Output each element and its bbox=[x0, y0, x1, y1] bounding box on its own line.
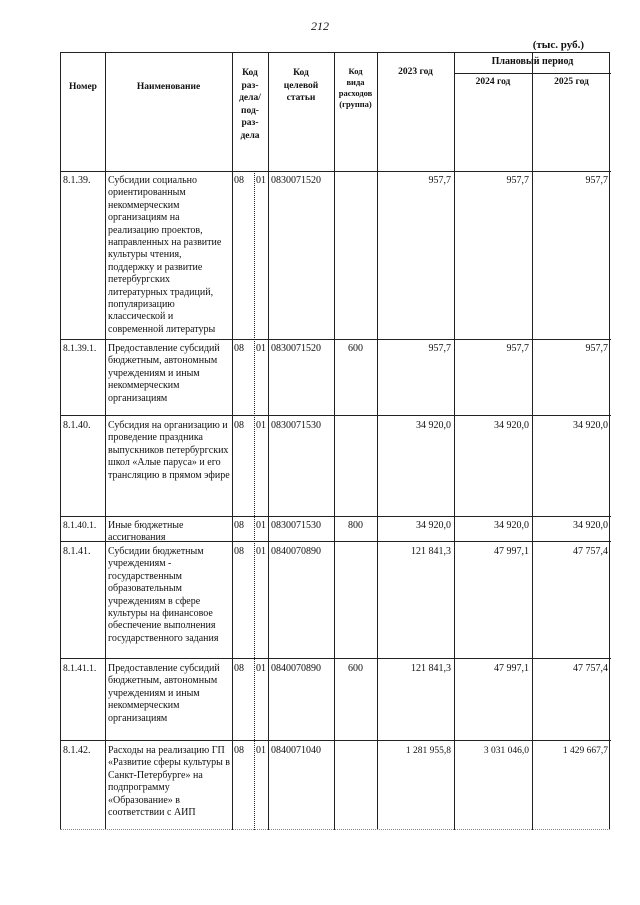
row-name: Субсидии бюджетным учреждениям - государственным образовательным учреждениям в сфере культуры на финансовое обеспечение выполнения государственного задания bbox=[108, 546, 219, 644]
row-value-2024: 47 997,1 bbox=[494, 546, 529, 557]
row-value-2023: 121 841,3 bbox=[411, 663, 451, 674]
row-razdel: 08 bbox=[234, 745, 244, 756]
header-line: расходов bbox=[338, 88, 373, 98]
row-razdel: 08 bbox=[234, 175, 244, 186]
header-line: под- bbox=[241, 105, 259, 116]
header-line: статьи bbox=[286, 93, 316, 103]
header-plan-period: Плановый период bbox=[491, 56, 574, 67]
row-target-code: 0840070890 bbox=[271, 546, 321, 557]
row-value-2023: 957,7 bbox=[428, 343, 451, 354]
header-line: (группа) bbox=[339, 99, 372, 109]
row-value-2023: 121 841,3 bbox=[411, 546, 451, 557]
row-number: 8.1.40. bbox=[63, 420, 91, 431]
row-value-2023: 957,7 bbox=[428, 175, 451, 186]
row-expense-code: 600 bbox=[348, 663, 363, 674]
grid-line bbox=[61, 516, 611, 517]
grid-line bbox=[454, 53, 455, 830]
header-line: вида bbox=[346, 77, 365, 87]
row-target-code: 0830071530 bbox=[271, 420, 321, 431]
grid-line bbox=[268, 53, 269, 830]
header-2023: 2023 год bbox=[398, 67, 433, 77]
row-target-code: 0840071040 bbox=[271, 745, 321, 756]
row-value-2025: 1 429 667,7 bbox=[562, 746, 608, 756]
row-value-2023: 1 281 955,8 bbox=[405, 746, 451, 756]
row-razdel: 08 bbox=[234, 343, 244, 354]
grid-line bbox=[61, 740, 611, 741]
row-value-2024: 34 920,0 bbox=[494, 520, 529, 531]
row-podrazdel: 01 bbox=[256, 175, 266, 186]
units-label: (тыс. руб.) bbox=[532, 39, 584, 51]
row-name: Субсидии социально ориентированным некоммерческим организациям на реализацию проектов, направленных на развитие культуры чтения, поддержку и развитие петербургских литературных традиций, популяризацию классической и современной литературы bbox=[108, 175, 222, 335]
grid-line bbox=[61, 171, 611, 172]
page-cut-line bbox=[60, 829, 610, 830]
row-number: 8.1.39.1. bbox=[63, 344, 97, 354]
header-2024: 2024 год bbox=[475, 77, 511, 87]
row-podrazdel: 01 bbox=[256, 663, 266, 674]
row-value-2025: 957,7 bbox=[585, 175, 608, 186]
grid-line bbox=[232, 53, 233, 830]
row-name: Субсидия на организацию и проведение праздника выпускников петербургских школ «Алые паруса» и его трансляцию в прямом эфире bbox=[108, 420, 230, 481]
row-value-2023: 34 920,0 bbox=[416, 520, 451, 531]
grid-line bbox=[254, 171, 255, 830]
row-number: 8.1.41.1. bbox=[63, 664, 97, 674]
row-podrazdel: 01 bbox=[256, 420, 266, 431]
row-razdel: 08 bbox=[234, 520, 244, 531]
grid-line bbox=[61, 339, 611, 340]
row-value-2025: 47 757,4 bbox=[573, 663, 608, 674]
header-2025: 2025 год bbox=[554, 77, 589, 87]
row-target-code: 0830071520 bbox=[271, 343, 321, 354]
row-razdel: 08 bbox=[234, 546, 244, 557]
row-value-2025: 34 920,0 bbox=[573, 420, 608, 431]
row-podrazdel: 01 bbox=[256, 520, 266, 531]
header-line: дела/ bbox=[239, 93, 261, 103]
row-value-2025: 957,7 bbox=[585, 343, 608, 354]
header-expense-code bbox=[334, 66, 377, 110]
row-target-code: 0830071530 bbox=[271, 520, 321, 531]
grid-line bbox=[532, 53, 533, 830]
header-target-code bbox=[268, 67, 334, 105]
row-value-2024: 957,7 bbox=[506, 175, 529, 186]
row-number: 8.1.42. bbox=[63, 745, 91, 756]
header-line: раз- bbox=[241, 118, 259, 128]
row-number: 8.1.39. bbox=[63, 175, 91, 186]
row-value-2024: 47 997,1 bbox=[494, 663, 529, 674]
row-razdel: 08 bbox=[234, 420, 244, 431]
row-value-2024: 957,7 bbox=[506, 343, 529, 354]
row-name: Иные бюджетные ассигнования bbox=[108, 520, 184, 543]
header-line: Код bbox=[242, 68, 258, 78]
header-line: целевой bbox=[283, 80, 319, 91]
row-expense-code: 800 bbox=[348, 520, 363, 531]
header-line: Код bbox=[293, 68, 309, 78]
row-value-2025: 47 757,4 bbox=[573, 546, 608, 557]
header-number: Номер bbox=[69, 82, 97, 92]
grid-line bbox=[377, 53, 378, 830]
row-target-code: 0830071520 bbox=[271, 175, 321, 186]
header-line: Код bbox=[348, 66, 363, 76]
header-name: Наименование bbox=[136, 82, 201, 92]
grid-line bbox=[61, 658, 611, 659]
row-name: Расходы на реализацию ГП «Развитие сферы культуры в Санкт-Петербурге» на подпрограмму «Образование» в соответствии с АИП bbox=[108, 745, 231, 819]
header-section-code bbox=[232, 67, 268, 142]
grid-line bbox=[454, 73, 611, 74]
row-target-code: 0840070890 bbox=[271, 663, 321, 674]
row-value-2024: 34 920,0 bbox=[494, 420, 529, 431]
row-value-2024: 3 031 046,0 bbox=[483, 746, 529, 756]
row-podrazdel: 01 bbox=[256, 745, 266, 756]
row-razdel: 08 bbox=[234, 663, 244, 674]
row-value-2023: 34 920,0 bbox=[416, 420, 451, 431]
row-name: Предоставление субсидий бюджетным, автономным учреждениям и иным некоммерческим организациям bbox=[108, 663, 220, 724]
header-line: раз- bbox=[241, 80, 259, 91]
grid-line bbox=[61, 415, 611, 416]
row-number: 8.1.41. bbox=[63, 546, 91, 557]
row-podrazdel: 01 bbox=[256, 546, 266, 557]
page-number: 212 bbox=[311, 19, 329, 33]
budget-table bbox=[60, 52, 610, 830]
row-podrazdel: 01 bbox=[256, 343, 266, 354]
grid-line bbox=[105, 53, 106, 830]
row-number: 8.1.40.1. bbox=[63, 521, 97, 531]
row-expense-code: 600 bbox=[348, 343, 363, 354]
grid-line bbox=[334, 53, 335, 830]
row-name: Предоставление субсидий бюджетным, автономным учреждениям и иным некоммерческим организациям bbox=[108, 343, 220, 404]
row-value-2025: 34 920,0 bbox=[573, 520, 608, 531]
header-line: дела bbox=[240, 130, 260, 141]
